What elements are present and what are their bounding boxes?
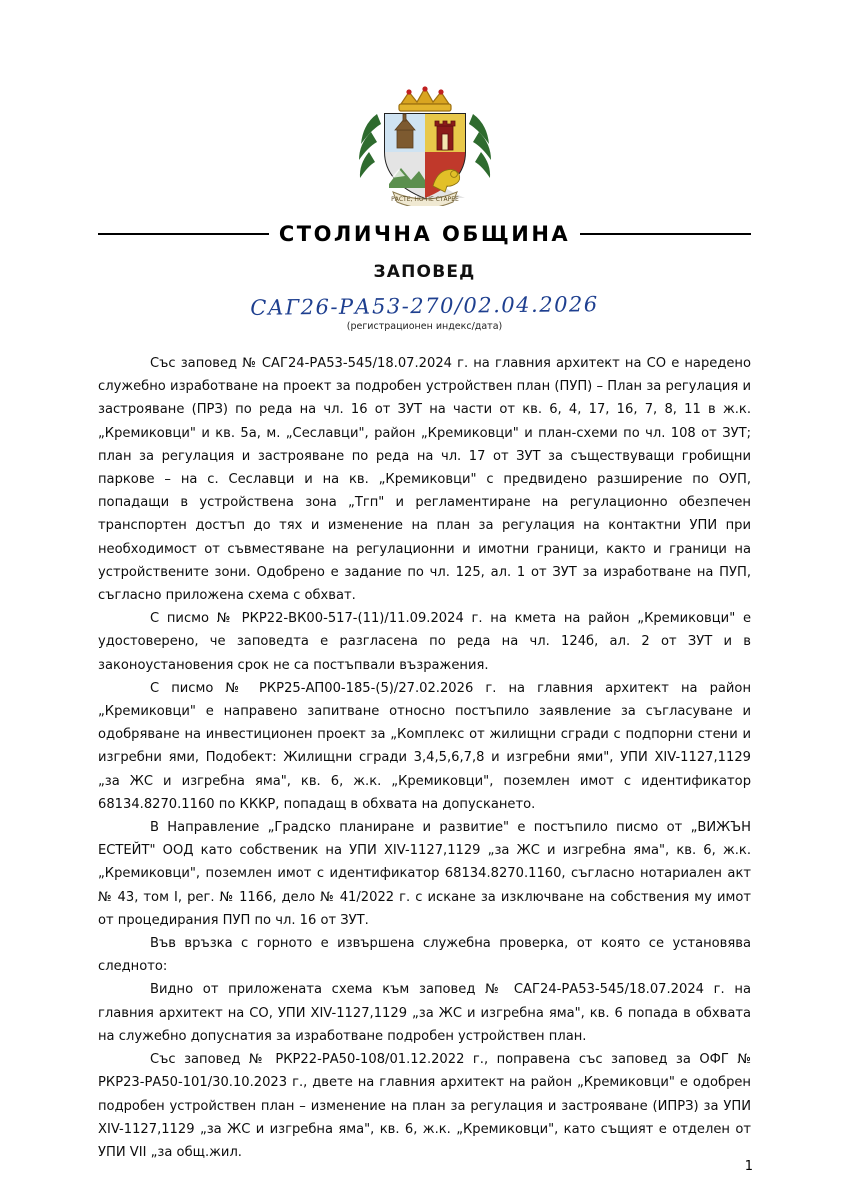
body-paragraph: Във връзка с горното е извършена служебна проверка, от която се установява следното:	[98, 936, 751, 975]
coat-of-arms	[0, 74, 849, 206]
organization-name: СТОЛИЧНА ОБЩИНА	[278, 222, 571, 246]
registry-caption: (регистрационен индекс/дата)	[346, 321, 503, 332]
heading-rule-right	[580, 233, 751, 235]
coat-of-arms-icon	[341, 74, 509, 206]
heading-rule-left	[98, 233, 269, 235]
registry-number: САГ26-РА53-270/02.04.2026	[250, 292, 599, 320]
organization-heading	[98, 222, 751, 246]
body-paragraph: С писмо № РКР25-АП00-185-(5)/27.02.2026 г. на главния архитект на район „Кремиковци" е направено запитване относно постъпило заявление за съгласуване и одобряване на инвестиционен проект за „Комплекс от жилищни сгради с подпорни стени и изгребни ями, Подобект: Жилищни сгради 3,4,5,6,7,8 и изгребни ями", УПИ XIV-1127,1129 „за ЖС и изгребна яма", кв. 6, ж.к. „Кремиковци", поземлен имот с идентификатор 68134.8270.1160 по КККР, попадащ в обхвата на допускането.	[98, 680, 751, 812]
page-number: 1	[744, 1159, 753, 1174]
body-paragraph: Със заповед № САГ24-РА53-545/18.07.2024 г. на главния архитект на СО е наредено служебно изработване на проект за подробен устройствен план (ПУП) – План за регулация и застрояване (ПРЗ) по реда на чл. 16 от ЗУТ на части от кв. 6, 4, 17, 16, 7, 8, 11 в ж.к. „Кремиковци" и кв. 5а, м. „Сеславци", район „Кремиковци" и план-схеми по чл. 108 от ЗУТ; план за регулация и застрояване по реда на чл. 17 от ЗУТ за съществуващи гробищни паркове – на с. Сеславци и на кв. „Кремиковци" с предвидено разширение по ОУП, попадащи в устройствена зона „Тгп" и регламентиране на регулационно обезпечен транспортен достъп до тях и изменение на план за регулация на контактни УПИ при необходимост от съвместяване на регулационни и имотни граници, както и граници на устройствените зони. Одобрено е задание по чл. 125, ал. 1 от ЗУТ за изработване на ПУП, съгласно приложена схема с обхват.	[98, 356, 751, 604]
document-body	[98, 352, 751, 1164]
body-paragraph: Видно от приложената схема към заповед № САГ24-РА53-545/18.07.2024 г. на главния архитект на СО, УПИ XIV-1127,1129 „за ЖС и изгребна яма", кв. 6 попада в обхвата на служебно допуснатия за изработване подробен устройствен план.	[98, 982, 751, 1044]
body-paragraph: Със заповед № РКР22-РА50-108/01.12.2022 г., поправена със заповед за ОФГ № РКР23-РА50-101/30.10.2023 г., двете на главния архитект на район „Кремиковци" е одобрен подробен устройствен план – изменение на план за регулация и застрояване (ИПРЗ) за УПИ XIV-1127,1129 „за ЖС и изгребна яма", кв. 6, ж.к. „Кремиковци", като същият е отделен от УПИ VII „за общ.жил.	[98, 1052, 751, 1160]
body-paragraph: С писмо № РКР22-ВК00-517-(11)/11.09.2024 г. на кмета на район „Кремиковци" е удостоверено, че заповедта е разгласена по реда на чл. 124б, ал. 2 от ЗУТ и в законоустановения срок не са постъпвали възражения.	[98, 611, 751, 673]
body-paragraph: В Направление „Градско планиране и развитие" е постъпило писмо от „ВИЖЪН ЕСТЕЙТ" ООД като собственик на УПИ XIV-1127,1129 „за ЖС и изгребна яма", кв. 6, ж.к. „Кремиковци", поземлен имот с идентификатор 68134.8270.1160, съгласно нотариален акт № 43, том I, рег. № 1166, дело № 41/2022 г. с искане за изключване на собствения му имот от процедирания ПУП по чл. 16 от ЗУТ.	[98, 820, 751, 928]
document-title: ЗАПОВЕД	[373, 262, 476, 282]
svg-text:РАСТЕ, НО НЕ СТАРЕЕ: РАСТЕ, НО НЕ СТАРЕЕ	[390, 196, 459, 203]
